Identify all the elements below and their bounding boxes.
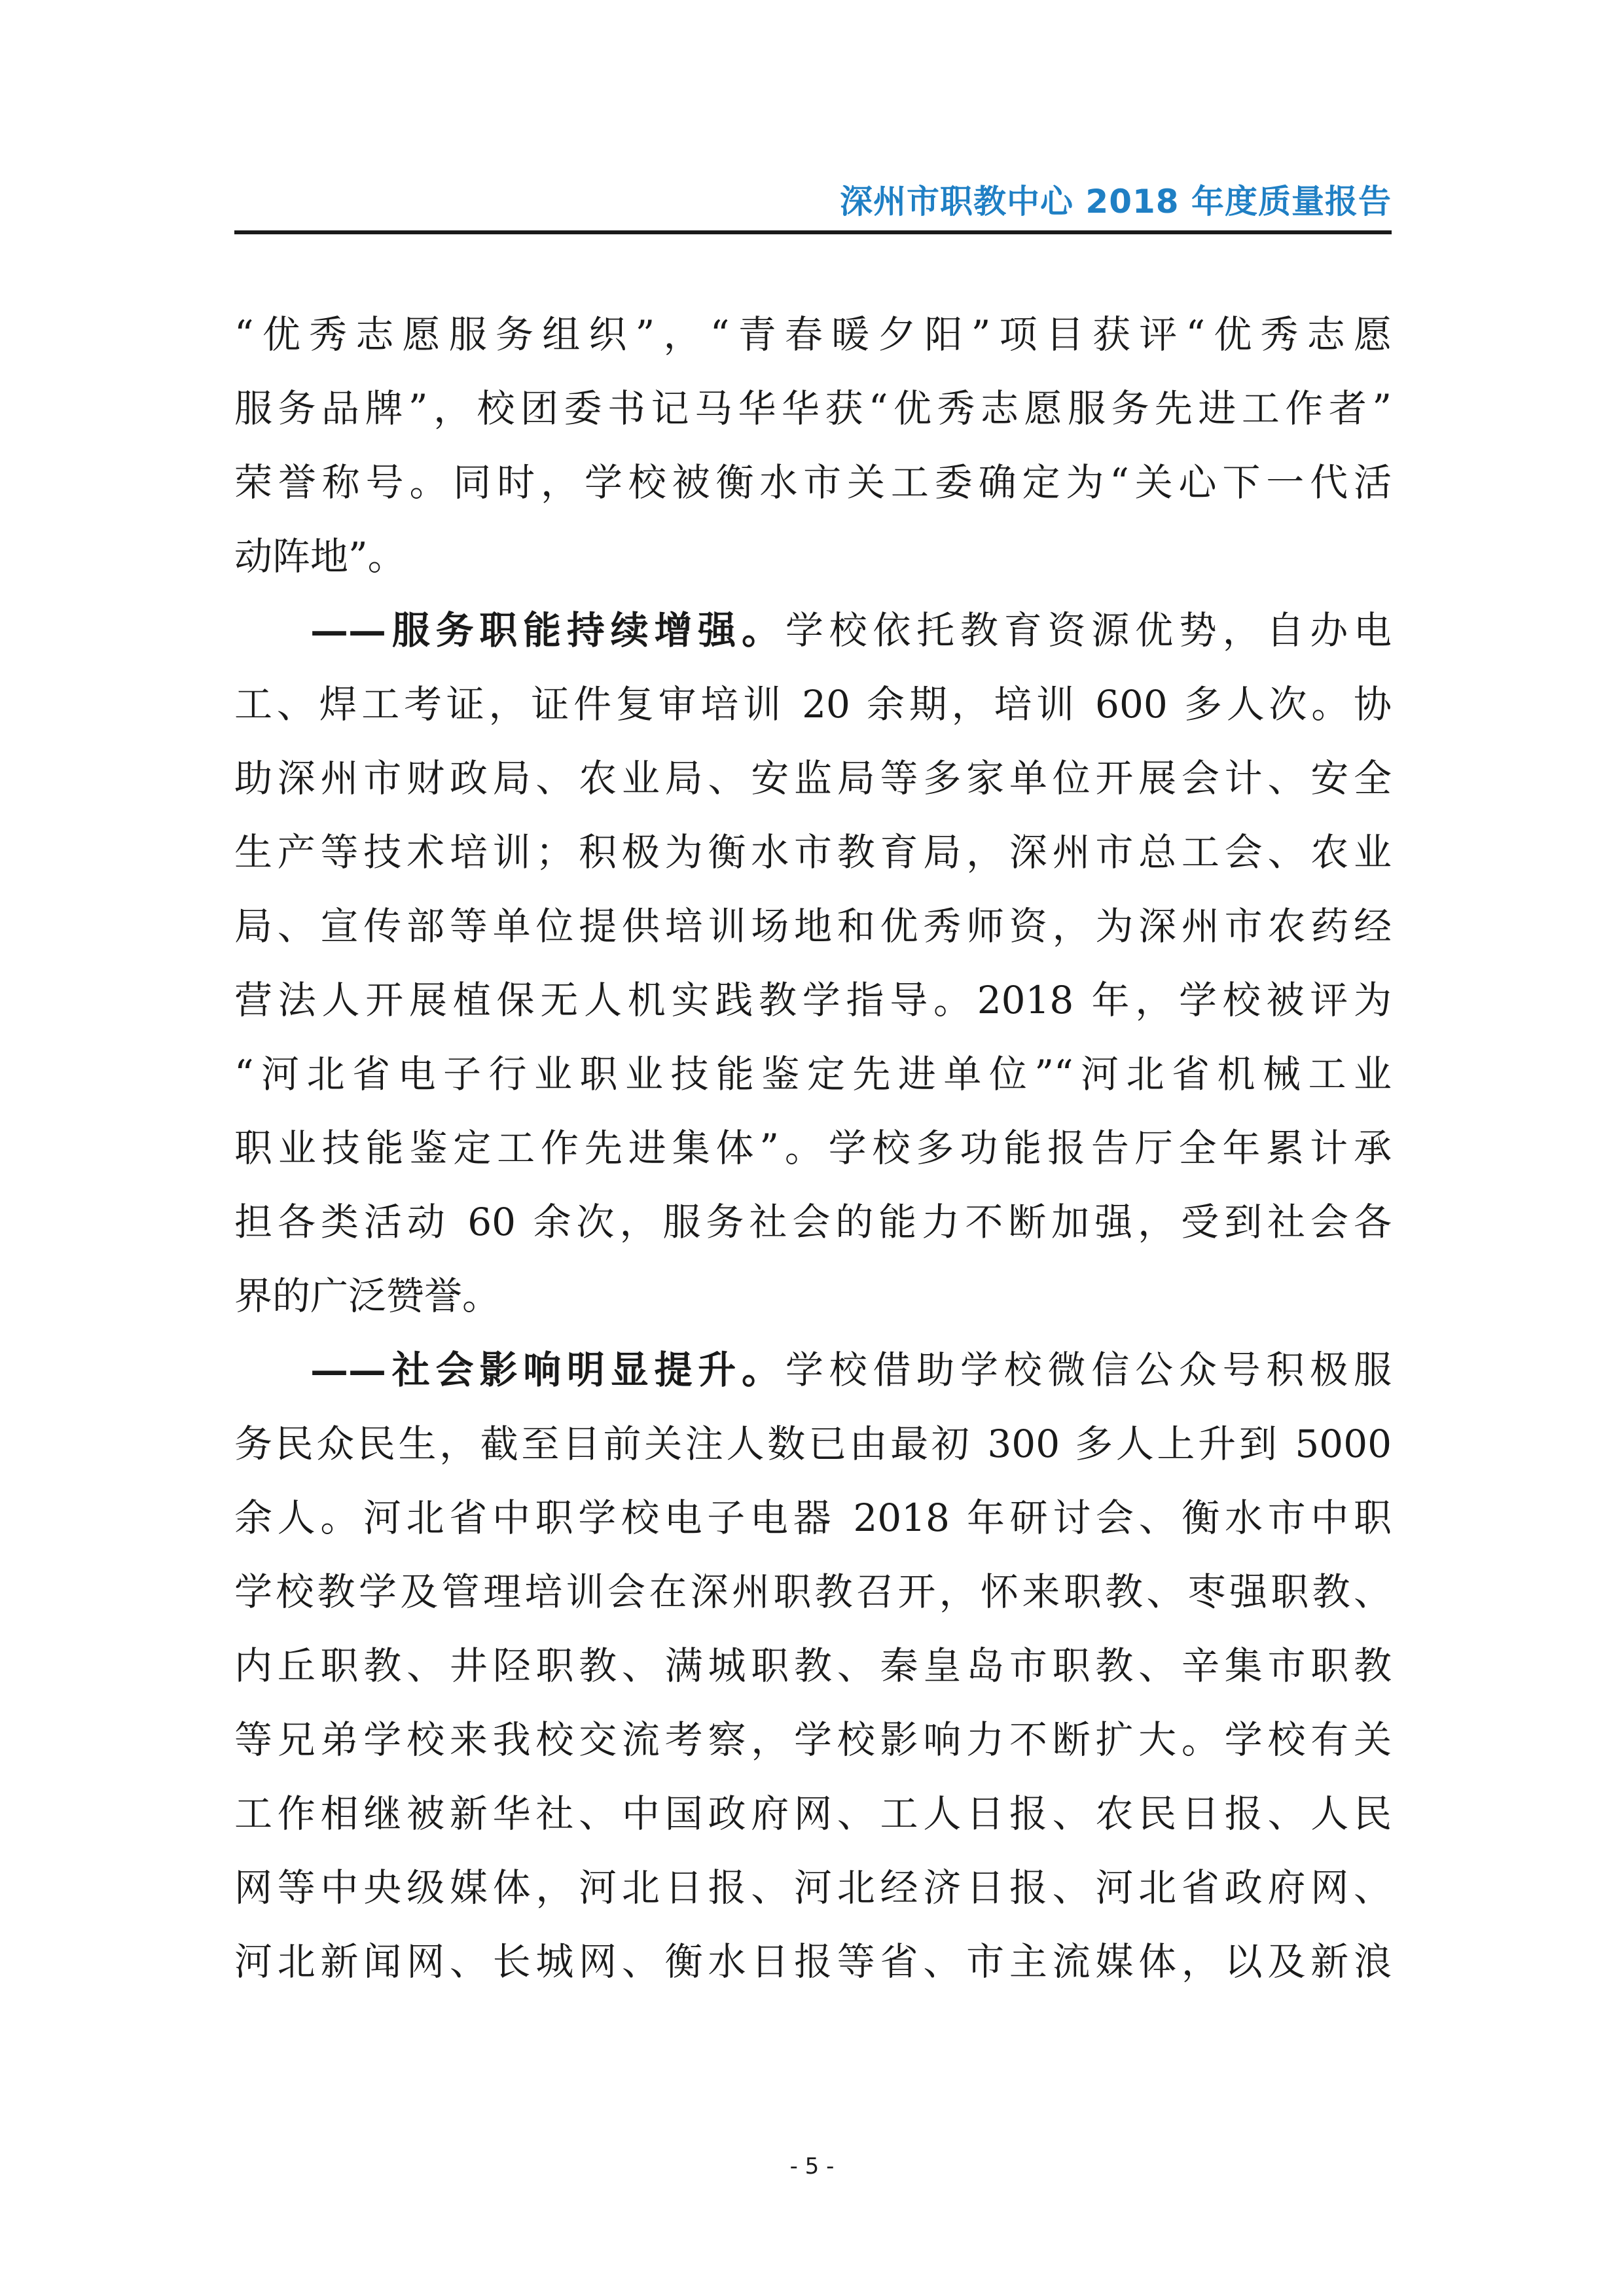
text-line: 工、焊工考证，证件复审培训 20 余期，培训 600 多人次。协 (234, 682, 1392, 726)
text-line: 营法人开展植保无人机实践教学指导。2018 年，学校被评为 (234, 978, 1392, 1022)
text-line: “河北省电子行业职业技能鉴定先进单位”“河北省机械工业 (234, 1052, 1392, 1096)
text-line: “优秀志愿服务组织”，“青春暖夕阳”项目获评“优秀志愿 (234, 312, 1392, 357)
page-number: - 5 - (789, 2153, 835, 2179)
text-line: 务民众民生，截至目前关注人数已由最初 300 多人上升到 5000 (234, 1422, 1392, 1466)
text-line: 等兄弟学校来我校交流考察，学校影响力不断扩大。学校有关 (234, 1717, 1392, 1762)
text-line: 生产等技术培训；积极为衡水市教育局，深州市总工会、农业 (234, 830, 1392, 874)
text-line: 服务品牌”，校团委书记马华华获“优秀志愿服务先进工作者” (234, 386, 1392, 431)
text-line: 担各类活动 60 余次，服务社会的能力不断加强，受到社会各 (234, 1200, 1392, 1244)
text-run: 学校借助学校微信公众号积极服 (785, 1348, 1392, 1392)
text-line: 界的广泛赞誉。 (234, 1274, 501, 1318)
paragraph-first-line (234, 594, 1392, 668)
report-header-title: 深州市职教中心 2018 年度质量报告 (840, 183, 1392, 221)
text-line: 工作相继被新华社、中国政府网、工人日报、农民日报、人民 (234, 1791, 1392, 1836)
section-heading-influence: ——社会影响明显提升。 (310, 1348, 785, 1392)
section-heading-service: ——服务职能持续增强。 (310, 608, 785, 653)
text-line: 内丘职教、井陉职教、满城职教、秦皇岛市职教、辛集市职教 (234, 1643, 1392, 1688)
text-line: 局、宣传部等单位提供培训场地和优秀师资，为深州市农药经 (234, 904, 1392, 948)
text-run: 学校依托教育资源优势，自办电 (785, 608, 1392, 653)
text-line: 助深州市财政局、农业局、安监局等多家单位开展会计、安全 (234, 756, 1392, 800)
header-divider (234, 230, 1392, 234)
document-body (234, 298, 1392, 1999)
text-line: 动阵地”。 (234, 534, 406, 579)
text-line: 河北新闻网、长城网、衡水日报等省、市主流媒体，以及新浪 (234, 1939, 1392, 1984)
text-line: 职业技能鉴定工作先进集体”。学校多功能报告厅全年累计承 (234, 1126, 1392, 1170)
paragraph-first-line (234, 1333, 1392, 1407)
text-line: 网等中央级媒体，河北日报、河北经济日报、河北省政府网、 (234, 1865, 1392, 1910)
text-line: 余人。河北省中职学校电子电器 2018 年研讨会、衡水市中职 (234, 1496, 1392, 1540)
text-line: 荣誉称号。同时，学校被衡水市关工委确定为“关心下一代活 (234, 460, 1392, 505)
text-line: 学校教学及管理培训会在深州职教召开，怀来职教、枣强职教、 (234, 1570, 1392, 1614)
